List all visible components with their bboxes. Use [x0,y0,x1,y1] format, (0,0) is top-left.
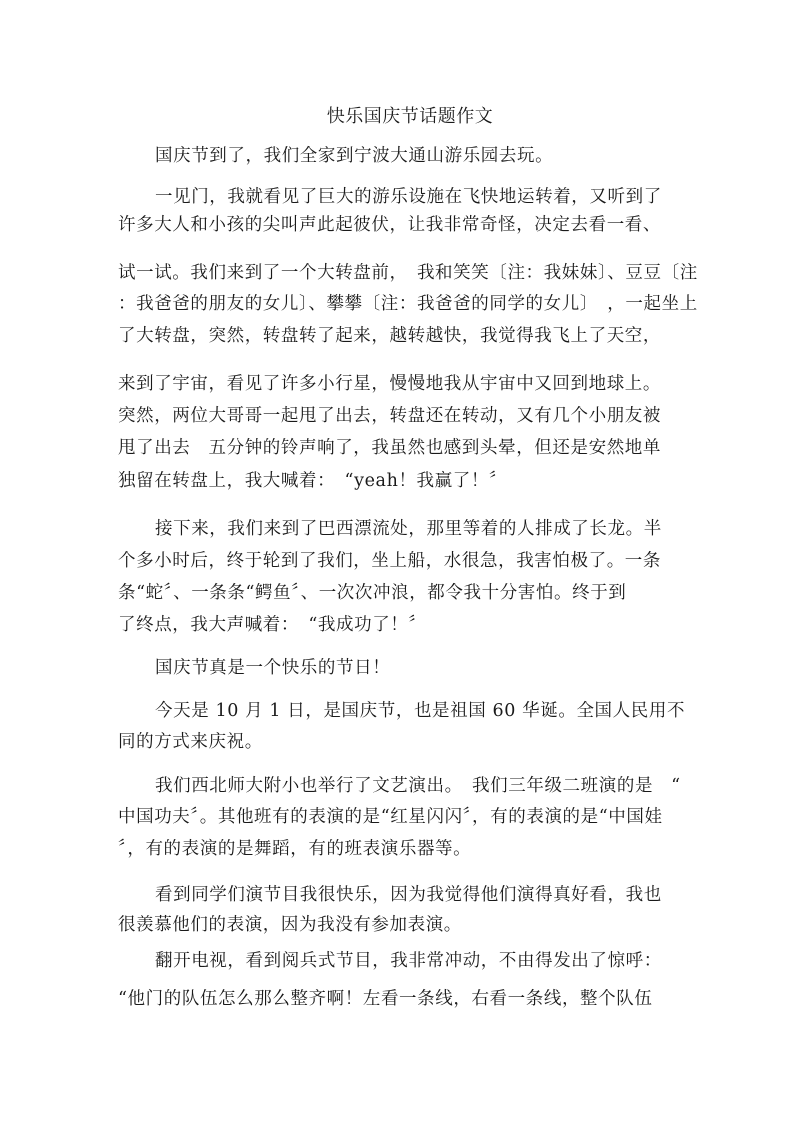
text-line: 接下来，我们来到了巴西漂流处，那里等着的人排成了长龙。半 [155,519,662,539]
document-title: 快乐国庆节话题作文 [326,106,494,127]
text-line: 试一试。我们来到了一个大转盘前， 我和笑笑〔注：我妹妹〕、豆豆〔注 [118,263,698,283]
text-line: 〞，有的表演的是舞蹈，有的班表演乐器等。 [118,839,472,859]
text-line: 翻开电视，看到阅兵式节目，我非常冲动，不由得发出了惊呼： [155,951,662,971]
text-line: 国庆节到了，我们全家到宁波大通山游乐园去玩。 [155,146,554,166]
text-line: 很羡慕他们的表演，因为我没有参加表演。 [118,915,462,935]
text-line: 看到同学们演节目我很快乐，因为我觉得他们演得真好看，我也 [155,885,662,905]
text-line: 来到了宇宙，看见了许多小行星，慢慢地我从宇宙中又回到地球上。 [118,374,661,394]
text-line: 了终点，我大声喊着： “我成功了！〞 [118,615,427,635]
text-line: 个多小时后，终于轮到了我们，坐上船，水很急，我害怕极了。一条 [118,551,661,571]
text-line: 了大转盘，突然，转盘转了起来，越转越快，我觉得我飞上了天空， [118,326,661,346]
text-line: 今天是 10 月 1 日，是国庆节，也是祖国 60 华诞。全国人民用不 [155,701,686,721]
text-line: “他门的队伍怎么那么整齐啊！左看一条线，右看一条线，整个队伍 [118,989,653,1009]
text-line: 条“蛇〞、一条条“鳄鱼〞、一次次冲浪，都令我十分害怕。终于到 [118,583,627,603]
text-line: 许多大人和小孩的尖叫声此起彼伏，让我非常奇怪，决定去看一看、 [118,215,661,235]
text-line: 国庆节真是一个快乐的节日！ [155,658,391,678]
text-line: 我们西北师大附小也举行了文艺演出。 我们三年级二班演的是 “ [155,776,681,796]
text-line: 中国功夫〞。其他班有的表演的是“红星闪闪〞，有的表演的是“中国娃 [118,807,663,827]
text-line: 一见门，我就看见了巨大的游乐设施在飞快地运转着，又听到了 [155,187,662,207]
text-line: 独留在转盘上，我大喊着： “yeah！我赢了！〞 [118,471,508,491]
text-line: ：我爸爸的朋友的女儿〕、攀攀〔注：我爸爸的同学的女儿〕 ，一起坐上 [118,294,698,314]
text-line: 甩了出去 五分钟的铃声响了，我虽然也感到头晕，但还是安然地单 [118,438,661,458]
text-line: 同的方式来庆祝。 [118,732,263,752]
text-line: 突然，两位大哥哥一起甩了出去，转盘还在转动，又有几个小朋友被 [118,406,661,426]
